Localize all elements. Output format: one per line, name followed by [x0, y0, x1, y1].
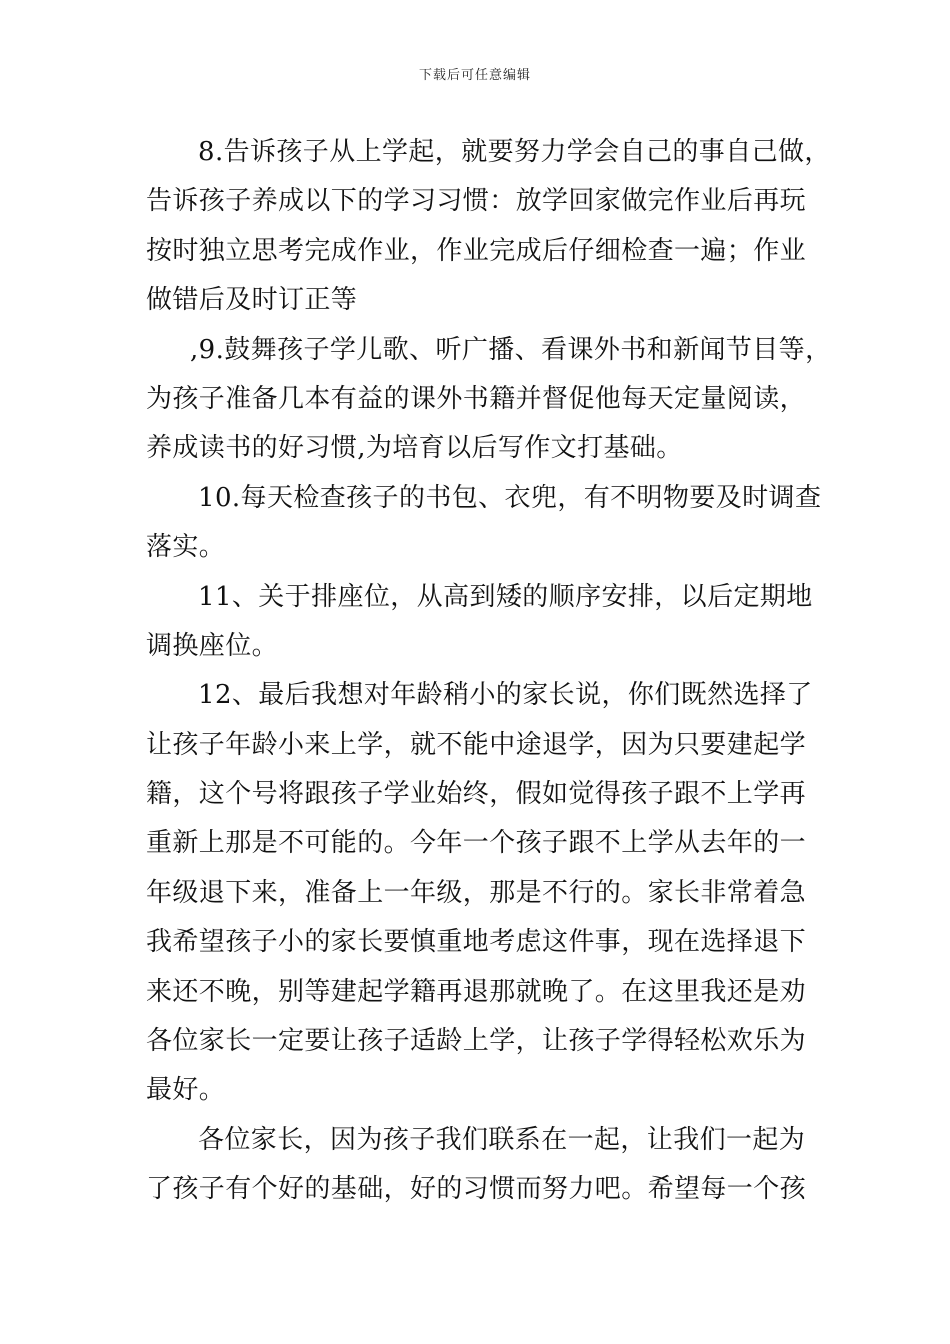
- paragraph-12-line-3: 籍，这个号将跟孩子学业始终，假如觉得孩子跟不上学再: [146, 779, 807, 810]
- paragraph-12-line-9: 最好。: [146, 1075, 226, 1106]
- paragraph-10-line-2: 落实。: [146, 532, 226, 563]
- paragraph-8-line-4: 做错后及时订正等: [146, 285, 358, 316]
- paragraph-8-line-3: 按时独立思考完成作业，作业完成后仔细检查一遍；作业: [146, 235, 807, 266]
- page-header: 下载后可任意编辑: [418, 68, 531, 83]
- paragraph-12-line-8: 各位家长一定要让孩子适龄上学，让孩子学得轻松欢乐为: [146, 1026, 807, 1057]
- paragraph-9-line-2: 为孩子准备几本有益的课外书籍并督促他每天定量阅读，: [146, 383, 807, 414]
- paragraph-8-line-2: 告诉孩子养成以下的学习习惯：放学回家做完作业后再玩: [146, 186, 807, 217]
- paragraph-9-line-3: 养成读书的好习惯,为培育以后写作文打基础。: [146, 433, 683, 464]
- document-body: [146, 128, 832, 1215]
- paragraph-10-line-1: 10.每天检查孩子的书包、衣兜，有不明物要及时调查: [198, 482, 822, 513]
- paragraph-8-line-1: 8.告诉孩子从上学起，就要努力学会自己的事自己做，: [198, 137, 831, 167]
- paragraph-12-line-6: 我希望孩子小的家长要慎重地考虑这件事，现在选择退下: [146, 927, 807, 958]
- paragraph-11-line-2: 调换座位。: [146, 630, 279, 661]
- paragraph-12-line-1: 12、最后我想对年龄稍小的家长说，你们既然选择了: [198, 680, 813, 711]
- paragraph-12-line-5: 年级退下来，准备上一年级，那是不行的。家长非常着急: [146, 877, 807, 908]
- paragraph-12-line-2: 让孩子年龄小来上学，就不能中途退学，因为只要建起学: [146, 729, 807, 760]
- paragraph-11-line-1: 11、关于排座位，从高到矮的顺序安排，以后定期地: [198, 581, 813, 612]
- closing-paragraph-line-2: 了孩子有个好的基础，好的习惯而努力吧。希望每一个孩: [146, 1174, 807, 1205]
- paragraph-9-line-1: ,9.鼓舞孩子学儿歌、听广播、看课外书和新闻节目等，: [190, 334, 832, 365]
- closing-paragraph-line-1: 各位家长，因为孩子我们联系在一起，让我们一起为: [198, 1124, 806, 1155]
- paragraph-12-line-7: 来还不晚，别等建起学籍再退那就晚了。在这里我还是劝: [146, 976, 807, 1007]
- paragraph-12-line-4: 重新上那是不可能的。今年一个孩子跟不上学从去年的一: [146, 828, 807, 859]
